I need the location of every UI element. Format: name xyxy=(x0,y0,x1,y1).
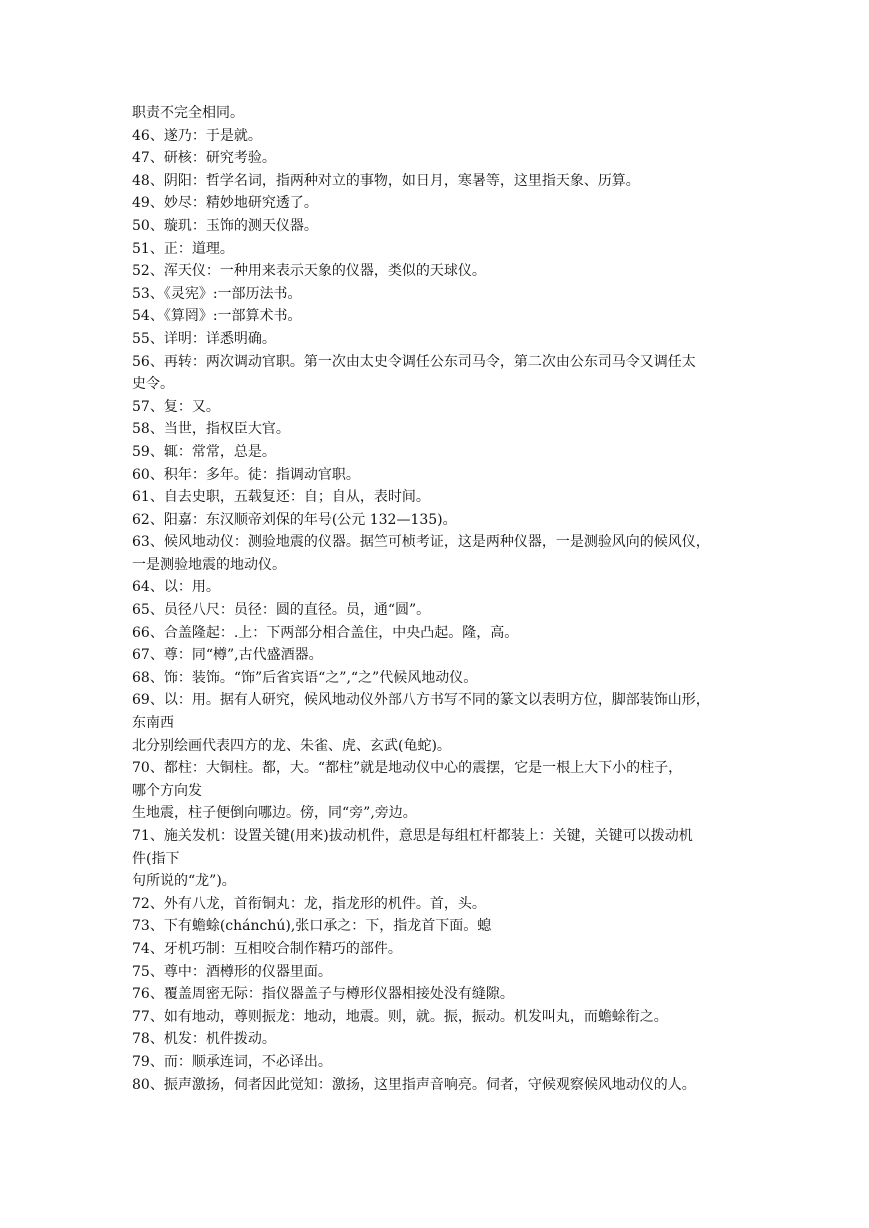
text-line: 63、候风地动仪：测验地震的仪器。据竺可桢考证，这是两种仪器，一是测验风向的候风仪， xyxy=(132,534,710,551)
text-line: 55、详明：详悉明确。 xyxy=(132,330,276,347)
text-line: 62、阳嘉：东汉顺帝刘保的年号(公元 132—135)。 xyxy=(132,511,457,528)
text-line: 东南西 xyxy=(132,715,174,732)
text-line: 61、自去史职，五载复还：自；自从，表时间。 xyxy=(132,489,430,506)
text-line: 生地震，柱子便倒向哪边。傍，同“旁”,旁边。 xyxy=(132,805,417,822)
text-line: 73、下有蟾蜍(chánchú),张口承之：下，指龙首下面。螅 xyxy=(132,918,492,935)
text-line: 60、积年：多年。徒：指调动官职。 xyxy=(132,466,360,483)
text-line: 66、合盖隆起：.上：下两部分相合盖住，中央凸起。隆，高。 xyxy=(132,624,519,641)
text-line: 76、覆盖周密无际：指仪器盖子与樽形仪器相接处没有缝隙。 xyxy=(132,986,514,1003)
text-line: 50、璇玑：玉饰的测天仪器。 xyxy=(132,217,318,234)
text-line: 51、正：道理。 xyxy=(132,240,234,257)
text-line: 48、阴阳：哲学名词，指两种对立的事物，如日月，寒暑等，这里指天象、历算。 xyxy=(132,172,640,189)
text-line: 74、牙机巧制：互相咬合制作精巧的部件。 xyxy=(132,940,402,957)
text-line: 49、妙尽：精妙地研究透了。 xyxy=(132,195,318,212)
text-line: 64、以：用。 xyxy=(132,579,220,596)
text-line: 46、遂乃：于是就。 xyxy=(132,127,262,144)
text-line: 80、振声激扬，伺者因此觉知：激扬，这里指声音响亮。伺者，守候观察候风地动仪的人。 xyxy=(132,1076,696,1093)
text-line: 52、浑天仪：一种用来表示天象的仪器，类似的天球仪。 xyxy=(132,263,486,280)
text-line: 54、《算罔》:一部算术书。 xyxy=(132,308,302,325)
text-line: 件(指下 xyxy=(132,850,180,867)
text-line: 72、外有八龙，首衔铜丸：龙，指龙形的机件。首，头。 xyxy=(132,895,486,912)
text-line: 53、《灵宪》:一部历法书。 xyxy=(132,285,302,302)
text-line: 79、而：顺承连词，不必译出。 xyxy=(132,1053,332,1070)
text-line: 59、辄：常常，总是。 xyxy=(132,443,276,460)
text-line: 58、当世，指权臣大官。 xyxy=(132,421,290,438)
document-body xyxy=(132,102,744,1096)
text-line: 57、复：又。 xyxy=(132,398,220,415)
text-line: 65、员径八尺：员径：圆的直径。员，通“圆”。 xyxy=(132,602,431,619)
text-line: 70、都柱：大铜柱。都，大。“都柱”就是地动仪中心的震摆，它是一根上大下小的柱子， xyxy=(132,760,683,777)
text-line: 哪个方向发 xyxy=(132,782,202,799)
text-line: 78、机发：机件拨动。 xyxy=(132,1031,276,1048)
text-line: 史令。 xyxy=(132,376,174,393)
text-line: 71、施关发机：设置关键(用来)拔动机件，意思是每组杠杆都装上：关键，关键可以拨动机 xyxy=(132,828,693,844)
text-line: 67、尊：同“樽”,古代盛酒器。 xyxy=(132,647,323,664)
text-line: 一是测验地震的地动仪。 xyxy=(132,556,286,573)
text-line: 句所说的“龙”)。 xyxy=(132,873,236,890)
text-line: 75、尊中：酒樽形的仪器里面。 xyxy=(132,963,332,980)
text-line: 69、以：用。据有人研究，候风地动仪外部八方书写不同的篆文以表明方位，脚部装饰山形， xyxy=(132,692,710,709)
text-line: 47、研核：研究考验。 xyxy=(132,150,276,167)
text-line: 职责不完全相同。 xyxy=(132,105,244,121)
text-line: 77、如有地动，尊则振龙：地动，地震。则，就。振，振动。机发叫丸，而蟾蜍衔之。 xyxy=(132,1008,668,1025)
text-line: 68、饰：装饰。“饰”后省宾语“之”,“之”代候风地动仪。 xyxy=(132,669,478,686)
text-line: 北分别绘画代表四方的龙、朱雀、虎、玄武(龟蛇)。 xyxy=(132,737,451,754)
text-line: 56、再转：两次调动官职。第一次由太史令调任公东司马令，第二次由公东司马令又调任太 xyxy=(132,353,696,370)
